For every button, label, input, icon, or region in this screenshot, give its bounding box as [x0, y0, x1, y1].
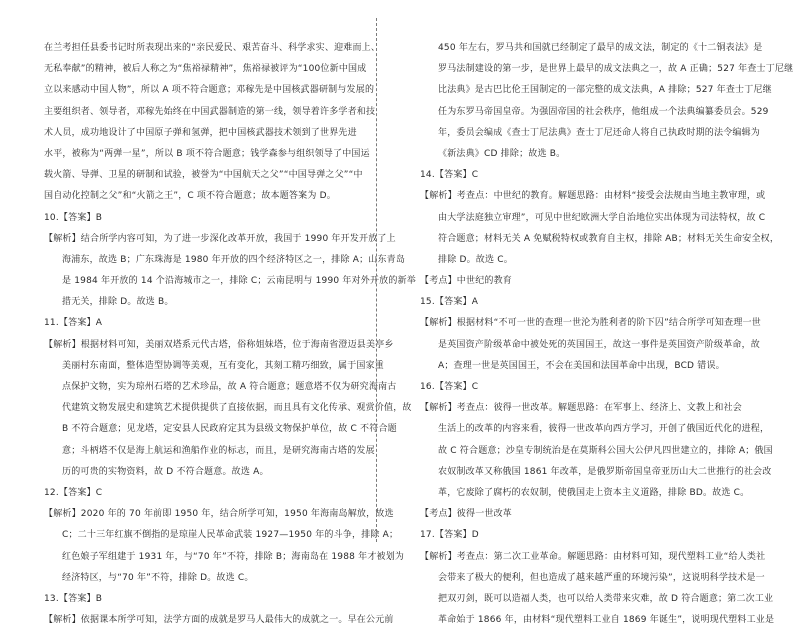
text-line: 立以来感动中国人物”，所以 A 项不符合题意；邓稼先是中国核武器研制与发展的: [44, 85, 375, 96]
text-line: 国自动化控制之父”和“火箭之王”，C 项不符合题意；故本题答案为 D。: [44, 191, 336, 202]
text-line: 【解析】考查点：第二次工业革命。解题思路：由材料可知，现代塑料工业“给人类社: [420, 551, 766, 562]
text-line: 【解析】依据课本所学可知，法学方面的成就是罗马人最伟大的成就之一。早在公元前: [44, 615, 394, 626]
text-line: 14.【答案】C: [420, 170, 479, 181]
text-line: 任为东罗马帝国皇帝。为强固帝国的社会秩序，他组成一个法典编纂委员会。529: [438, 106, 769, 117]
text-line: 【解析】根据材料可知，美丽双塔系元代古塔，俗称姐妹塔，位于海南省澄迈县美亭乡: [44, 339, 394, 350]
text-line: 15.【答案】A: [420, 297, 479, 308]
text-line: 载火箭、导弹、卫星的研制和试验，被誉为“中国航天之父”“中国导弹之父”“中: [44, 170, 363, 181]
text-line: 17.【答案】D: [420, 530, 479, 541]
text-line: 【解析】考查点：中世纪的教育。解题思路：由材料“接受会法规由当地主教审理，或: [420, 191, 766, 202]
text-line: 历的可贵的实物资料，故 D 不符合题意。故选 A。: [62, 466, 269, 477]
text-line: 13.【答案】B: [44, 593, 103, 604]
text-line: 点保护文物，实为琼州石塔的艺术珍品，故 A 符合题意；题意塔不仅为研究海南古: [62, 382, 397, 392]
text-line: 【解析】根据材料“不可一世的查理一世沦为胜利者的阶下囚”结合所学可知查理一世: [420, 318, 761, 329]
text-line: 海浦东，故选 B；广东珠海是 1980 年开放的四个经济特区之一，排除 A；山东青岛: [62, 254, 406, 265]
text-line: 把双刃剑，既可以造福人类，也可以给人类带来灾难，故 D 符合题意；第二次工业: [438, 593, 774, 604]
text-line: 水平，被称为“两弹一星”，所以 B 项不符合题意；钱学森参与组织领导了中国运: [44, 148, 370, 159]
text-line: 红色娘子军组建于 1931 年，与“70 年”不符，排除 B；海南岛在 1988 年才被划为: [62, 551, 405, 562]
text-line: 排除 D。故选 C。: [438, 254, 513, 265]
text-line: 11.【答案】A: [44, 318, 103, 329]
text-line: 术人员，成功地设计了中国原子弹和氢弹，把中国核武器技术领到了世界先进: [44, 127, 357, 138]
right-column: [420, 38, 794, 631]
text-line: 16.【答案】C: [420, 382, 479, 392]
text-line: 12.【答案】C: [44, 487, 103, 498]
text-line: 代建筑文物发展史和建筑艺术提供提供了直接依据，而且具有文化传承、观赏价值，故: [62, 403, 412, 414]
column-divider: [376, 18, 377, 542]
text-line: 《新法典》CD 排除；故选 B。: [438, 148, 566, 159]
text-line: A；查理一世是英国国王，不会在美国和法国革命中出现，BCD 错误。: [438, 360, 725, 371]
text-line: 【解析】2020 年的 70 年前即 1950 年，结合所学可知，1950 年海南岛解放，故选: [44, 509, 394, 520]
text-line: 比法典》是古巴比伦王国制定的一部完整的成文法典，A 排除；527 年查士丁尼继: [438, 85, 772, 96]
text-line: 【考点】彼得一世改革: [420, 509, 513, 520]
text-line: 【解析】考查点：彼得一世改革。解题思路：在军事上、经济上、文教上和社会: [420, 403, 743, 414]
text-line: 故 C 符合题意；沙皇专制统治是在莫斯科公国大公伊凡四世建立的，排除 A；俄国: [438, 445, 773, 456]
text-line: 无私奉献”的精神，被后人称之为“焦裕禄精神”，焦裕禄被评为“100位新中国成: [44, 64, 367, 75]
text-line: B 不符合题意；见龙塔，定安县人民政府定其为县级文物保护单位，故 C 不符合题: [62, 424, 397, 435]
text-line: 在兰考担任县委书记时所表现出来的“亲民爱民、艰苦奋斗、科学求实、迎难而上、: [44, 43, 381, 53]
text-line: 450 年左右，罗马共和国就已经制定了最早的成文法，制定的《十二铜表法》是: [438, 43, 763, 53]
text-line: 措无关，排除 D。故选 B。: [62, 297, 174, 308]
text-line: 罗马法制建设的第一步，是世界上最早的成文法典之一，故 A 正确；527 年查士丁尼继: [438, 64, 794, 75]
text-line: 美丽村东南面，整体造型协调等美观，互有变化，其刻工精巧细致，属于国家重: [62, 360, 385, 371]
text-line: 革命始于 1866 年，由材料“现代塑料工业自 1869 年诞生”，说明现代塑料工业是: [438, 615, 775, 626]
text-line: 符合题意；材料无关 A 免赋税特权或教育自主权，排除 AB；材料无关生命安全权，: [438, 233, 780, 244]
text-line: C；二十三年红旗不倒指的是琼崖人民革命武装 1927—1950 年的斗争，排除 A；: [62, 530, 399, 541]
text-line: 10.【答案】B: [44, 212, 103, 223]
text-line: 年，委员会编成《查士丁尼法典》查士丁尼还命人将自己执政时期的法令编辑为: [438, 127, 761, 138]
text-line: 生活上的改革的内容来看，彼得一世改革向西方学习，开创了俄国近代化的进程，: [438, 424, 770, 435]
text-line: 是 1984 年开放的 14 个沿海城市之一，排除 C；云南昆明与 1990 年对外开放的新举: [62, 276, 416, 287]
text-line: 由大学法庭独立审理”，可见中世纪欧洲大学自治地位实出体现为司法特权，故 C: [438, 212, 766, 223]
text-line: 是英国资产阶级革命中被处死的英国国王，故这一事件是英国资产阶级革命，故: [438, 339, 761, 350]
text-line: 革，它废除了腐朽的农奴制，使俄国走上资本主义道路，排除 BD。故选 C。: [438, 487, 750, 498]
text-line: 经济特区，与“70 年”不符，排除 D。故选 C。: [62, 572, 254, 583]
text-line: 【考点】中世纪的教育: [420, 276, 513, 287]
left-column: [44, 38, 416, 631]
text-line: 会带来了极大的便利，但也造成了越来越严重的环境污染”，这说明科学技术是一: [438, 572, 765, 583]
text-line: 农奴制改革又称俄国 1861 年改革，是俄罗斯帝国皇帝亚历山大二世推行的社会改: [438, 466, 772, 477]
text-line: 【解析】结合所学内容可知，为了进一步深化改革开放，我国于 1990 年开发开放了上: [44, 233, 396, 244]
text-line: 意；斗柄塔不仅是海上航运和渔船作业的标志，而且，是研究海南古塔的发展: [62, 445, 375, 456]
text-line: 主要组织者、领导者，邓稼先始终在中国武器制造的第一线，领导着许多学者和技: [44, 106, 376, 117]
